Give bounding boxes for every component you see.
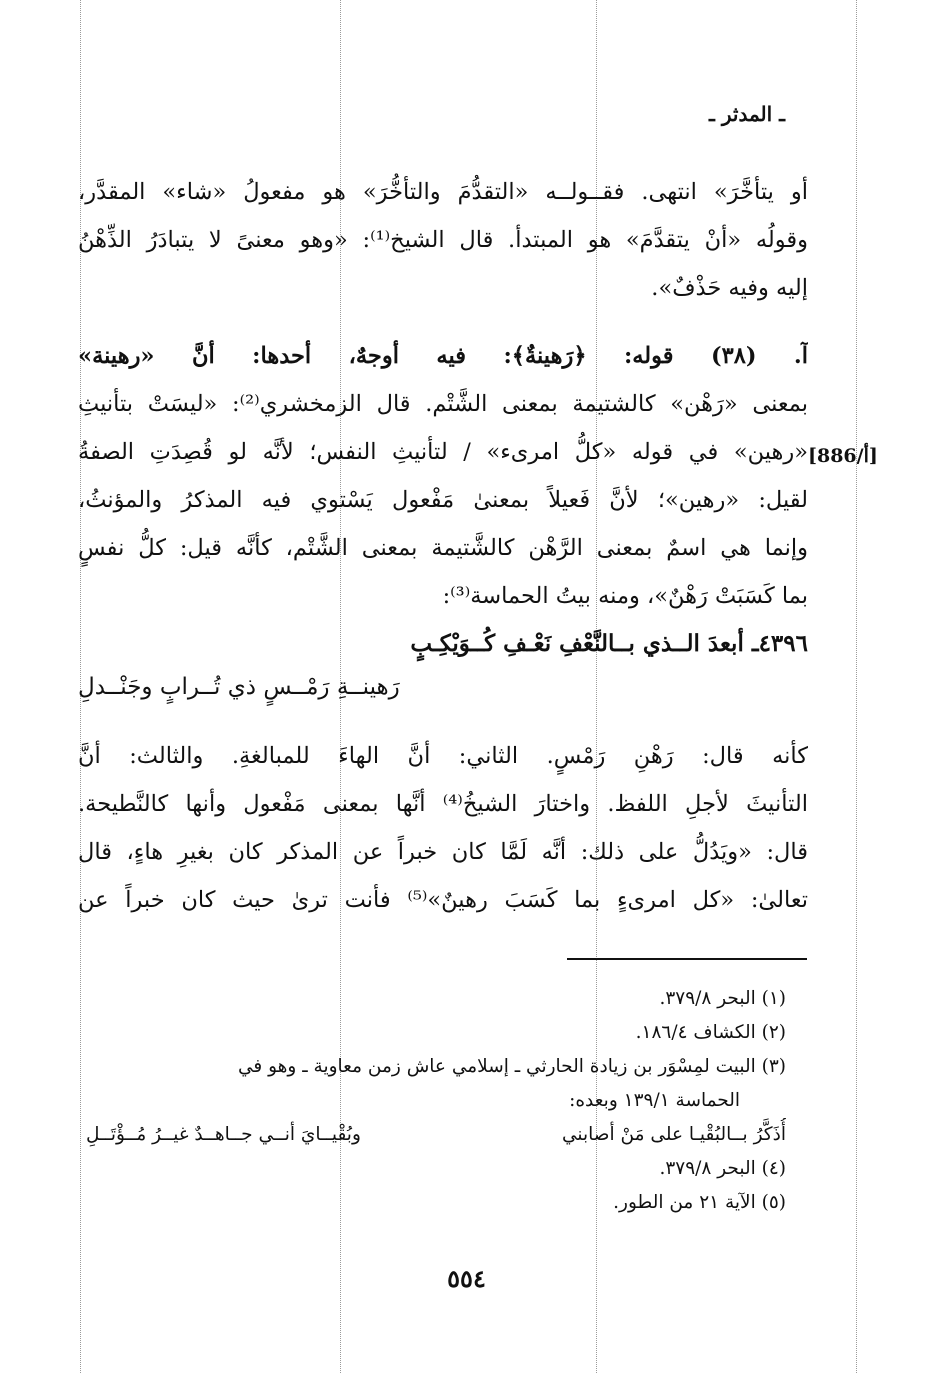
verse-heading-line: آ. (٣٨) قوله: ﴿رَهينةٌ﴾: فيه أوجهٌ، أحدها: أنَّ «رهينة» — [78, 343, 808, 369]
footnotes — [86, 982, 786, 1220]
footnote — [86, 1186, 786, 1220]
text-line: وإنما هي اسمٌ بمعنى الرَّهْن كالشَّتيمة بمعنى الشَّتْم، كأنَّه قيل: كلُّ نفسٍ — [78, 535, 808, 561]
footnote-number: (٤) — [761, 1158, 786, 1179]
text-line: بما كَسَبَتْ رَهْنٌ»، ومنه بيتُ الحماسة⁽³⁾: — [442, 583, 808, 609]
footnote-number: (٢) — [761, 1022, 786, 1043]
footnote-number: (١) — [761, 988, 786, 1009]
text-line: قال: «ويَدُلُّ على ذلك: أنَّه لَمَّا كان خبراً عن المذكر كان بغيرِ هاءٍ، قال — [78, 839, 808, 865]
text-line: بمعنى «رَهْن» كالشتيمة بمعنى الشَّتْم. قال الزمخشري⁽²⁾: «ليسَتْ بتأنيثِ — [78, 391, 808, 417]
text-line: إليه وفيه حَذْفٌ». — [651, 275, 808, 301]
footnote-number: (٣) — [761, 1056, 786, 1077]
footnote-text: البيت لمِسْوَر بن زيادة الحارثي ـ إسلامي عاش زمن معاوية ـ وهو في — [237, 1056, 756, 1077]
text-line: التأنيثَ لأجلِ اللفظ. واختارَ الشيخُ⁽⁴⁾ أنَّها بمعنى مَفْعول وأنها كالنَّطيحة. — [78, 791, 808, 817]
footnote-text: الحماسة ١٣٩/١ وبعده: — [569, 1090, 740, 1111]
footnote — [86, 1016, 786, 1050]
page-guide-line — [856, 0, 857, 1373]
footnote-poetry-verse — [86, 1118, 786, 1152]
footnote-number: (٥) — [761, 1192, 786, 1213]
text-line: وقولُه «أنْ يتقدَّمَ» هو المبتدأ. قال الشيخ⁽¹⁾: «وهو معنىً لا يتبادَرُ الذِّهْنُ — [78, 227, 808, 253]
verse-second-hemistich: رَهينــةِ رَمْــسٍ ذي تُــرابٍ وجَنْــدلِ — [78, 674, 400, 700]
paragraph-continuation — [78, 168, 808, 312]
text-line: تعالىٰ: «كل امرىءٍ بما كَسَبَ رهينٌ»⁽⁵⁾ فأنت ترىٰ حيث كان خبراً عن — [78, 887, 808, 913]
footnote-text: البحر ٣٧٩/٨. — [659, 1158, 756, 1179]
footnote-text: الآية ٢١ من الطور. — [613, 1192, 756, 1213]
footnote-text: الكشاف ١٨٦/٤. — [635, 1022, 756, 1043]
footnote — [86, 982, 786, 1016]
commentary-continued — [78, 732, 808, 924]
running-header: ـ المدثر ـ — [709, 102, 785, 126]
footnote-continuation — [86, 1084, 786, 1118]
footnote-verse-first: أُذَكَّرُ بــالبُقْيـا على مَنْ أصابني — [562, 1124, 786, 1145]
footnote-separator — [567, 958, 807, 960]
poetry-verse — [78, 630, 808, 720]
commentary-verse-38 — [78, 332, 808, 620]
text-line: أو يتأخَّرَ» انتهى. فقــولــه «التقدُّمَ والتأخُّرَ» هو مفعولُ «شاء» المقدَّر، — [78, 179, 808, 205]
footnote — [86, 1152, 786, 1186]
text-line: كأنه قال: رَهْنِ رَمْسٍ. الثاني: أنَّ الهاءَ للمبالغةِ. والثالث: أنَّ — [78, 743, 808, 769]
verse-first-hemistich: ٤٣٩٦ـ أبعدَ الــذي بــالنَّعْفِ نَعْـفِ كُــوَيْكِـبٍ — [410, 630, 808, 657]
page-number: ٥٥٤ — [447, 1264, 486, 1293]
footnote-text: البحر ٣٧٩/٨. — [659, 988, 756, 1009]
text-line: لقيل: «رهين»؛ لأنَّ فَعيلاً بمعنىٰ مَفْعول يَسْتوي فيه المذكرُ والمؤنثُ، — [78, 487, 808, 513]
text-line: «رهين» في قوله «كلُّ امرىء» / لتأنيثِ النفس؛ لأنَّه لو قُصِدَتِ الصفةُ — [78, 439, 808, 465]
footnote-verse-second: وبُقْيــايَ أنــي جــاهــدٌ غيــرُ مُــؤْتَــلِ — [86, 1124, 361, 1145]
manuscript-folio-marker: [886/أ] — [808, 445, 878, 467]
footnote — [86, 1050, 786, 1084]
